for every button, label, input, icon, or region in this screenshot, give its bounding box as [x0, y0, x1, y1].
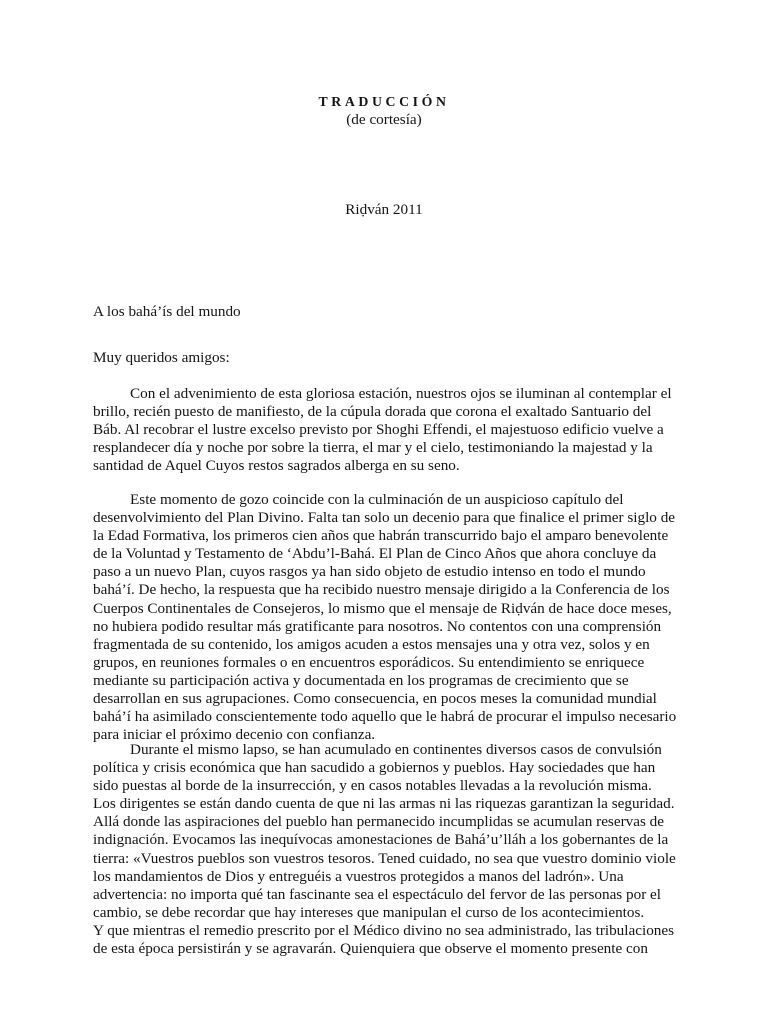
paragraph-line: advertencia: no importa qué tan fascinante sea el espectáculo del fervor de las personas por el [93, 885, 662, 903]
paragraph-line: desarrollan en sus agrupaciones. Como consecuencia, en pocos meses la comunidad mundial [93, 690, 657, 708]
letter-recipient: A los bahá’ís del mundo [93, 303, 241, 320]
paragraph-line: tierra: «Vuestros pueblos son vuestros tesoros. Tened cuidado, no sea que vuestro dominio viole [93, 849, 676, 867]
paragraph-line: los mandamientos de Dios y entreguéis a vuestros protegidos a manos del ladrón». Una [93, 867, 624, 885]
document-date: Riḍván 2011 [345, 201, 423, 218]
paragraph-line: santidad de Aquel Cuyos restos sagrados alberga en su seno. [93, 457, 460, 475]
paragraph-line: la Edad Formativa, los primeros cien años que habrán transcurrido bajo el amparo benevolente [93, 527, 669, 545]
letter-greeting: Muy queridos amigos: [93, 349, 230, 366]
paragraph-line: Allá donde las aspiraciones del pueblo han permanecido incumplidas se acumulan reservas de [93, 813, 665, 831]
document-title: TRADUCCIÓN [318, 94, 450, 109]
paragraph-line: resplandecer día y noche por sobre la tierra, el mar y el cielo, testimoniando la majestad y la [93, 439, 653, 457]
paragraph-3 [93, 741, 675, 958]
paragraph-line: sido puestas al borde de la insurrección, y en casos notables llevadas a la revolución misma. [93, 777, 652, 795]
paragraph-1 [93, 385, 675, 475]
paragraph-line: grupos, en reuniones formales o en encuentros esporádicos. Su entendimiento se enriquece [93, 653, 645, 671]
paragraph-line: mediante su participación activa y documentada en los programas de crecimiento que se [93, 671, 629, 689]
paragraph-line: cambio, se debe recordar que hay intereses que manipulan el curso de los acontecimientos. [93, 903, 645, 921]
paragraph-line: indignación. Evocamos las inequívocas amonestaciones de Bahá’u’lláh a los gobernantes de la [93, 831, 669, 849]
document-subtitle: (de cortesía) [346, 111, 422, 128]
paragraph-2 [93, 491, 675, 744]
paragraph-line: de la Voluntad y Testamento de ‘Abdu’l-Bahá. El Plan de Cinco Años que ahora concluye da [93, 545, 657, 563]
paragraph-line: política y crisis económica que han sacudido a gobiernos y pueblos. Hay sociedades que han [93, 759, 656, 777]
paragraph-line: bahá’í. De hecho, la respuesta que ha recibido nuestro mensaje dirigido a la Conferencia de los [93, 581, 670, 599]
paragraph-line: Con el advenimiento de esta gloriosa estación, nuestros ojos se iluminan al contemplar el [130, 385, 672, 402]
paragraph-line: Y que mientras el remedio prescrito por el Médico divino no sea administrado, las tribulaciones [93, 921, 675, 939]
paragraph-line: Este momento de gozo coincide con la culminación de un auspicioso capítulo del [130, 491, 624, 508]
paragraph-line: Durante el mismo lapso, se han acumulado en continentes diversos casos de convulsión [130, 741, 662, 758]
paragraph-line: paso a un nuevo Plan, cuyos rasgos ya han sido objeto de estudio intenso en todo el mundo [93, 563, 646, 581]
paragraph-line: no hubiera podido resultar más gratificante para nosotros. No contentos con una comprensión [93, 617, 662, 635]
paragraph-line: Báb. Al recobrar el lustre excelso previsto por Shoghi Effendi, el majestuoso edificio vuelve a [93, 421, 664, 439]
paragraph-line: Cuerpos Continentales de Consejeros, lo mismo que el mensaje de Riḍván de hace doce meses, [93, 599, 672, 617]
paragraph-line: Los dirigentes se están dando cuenta de que ni las armas ni las riquezas garantizan la seguridad. [93, 795, 675, 813]
paragraph-line: para iniciar el próximo decenio con confianza. [93, 726, 376, 744]
paragraph-line: de esta época persistirán y se agravarán. Quienquiera que observe el momento presente con [93, 940, 648, 958]
paragraph-line: bahá’í ha asimilado conscientemente todo aquello que le habrá de procurar el impulso necesario [93, 708, 677, 726]
paragraph-line: brillo, recién puesto de manifiesto, de la cúpula dorada que corona el exaltado Santuario del [93, 403, 652, 421]
paragraph-line: fragmentada de su contenido, los amigos acuden a estos mensajes una y otra vez, solos y en [93, 635, 650, 653]
paragraph-line: desenvolvimiento del Plan Divino. Falta tan solo un decenio para que finalice el primer siglo de [93, 509, 676, 527]
